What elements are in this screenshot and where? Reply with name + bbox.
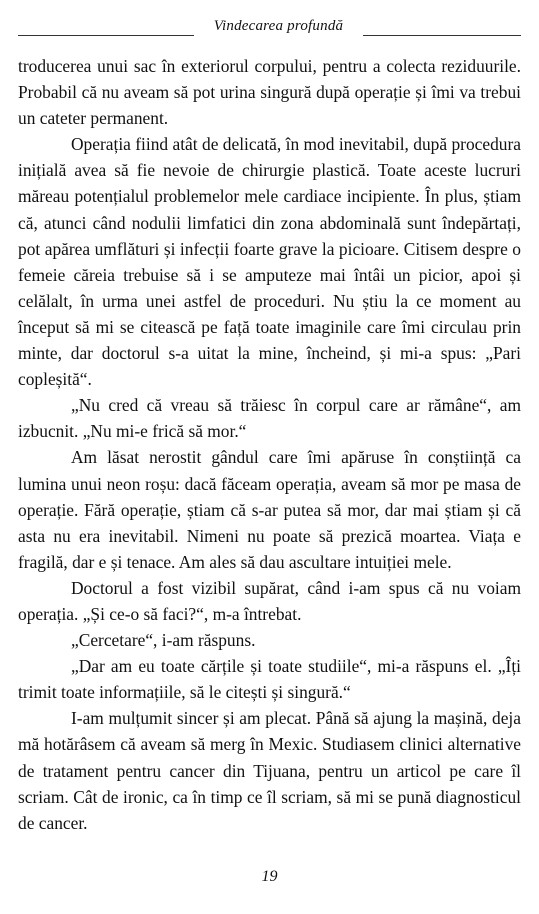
header-title: Vindecarea profundă [213, 18, 344, 34]
paragraph: troducerea unui sac în exteriorul corpului, pentru a colecta reziduurile. Probabil că nu aveam să pot urina singură după operație și îmi va trebui un cateter permanent. [18, 56, 521, 129]
paragraph: Am lăsat nerostit gândul care îmi apăruse în conștiință ca lumina unui neon roșu: dacă făceam operația, aveam să mor pe masa de operație. Fără operație, știam că s-ar putea să mor, dar mai știam și că asta nu era inevitabil. Nimeni nu poate să prezică moartea. Viața e fragilă, dar e și tenace. Am ales să dau ascultare intuiției mele. [18, 447, 521, 572]
page-number: 19 [261, 868, 278, 885]
running-header [18, 18, 521, 40]
paragraph: „Nu cred că vreau să trăiesc în corpul care ar rămâne“, am izbucnit. „Nu mi-e frică să mor.“ [18, 395, 521, 442]
paragraph: Operația fiind atât de delicată, în mod inevitabil, după procedura inițială avea să fie nevoie de chirurgie plastică. Toate aceste lucruri măreau potențialul problemelor mele cardiace incipiente. În plus, știam că, atunci când nodulii limfatici din zona abdominală sunt îndepărtați, pot apărea umflături și infecții foarte grave la picioare. Citisem despre o femeie căreia trebuise să i se amputeze mai întâi un picior, apoi și celălalt, în urma unei astfel de proceduri. Nu știu la ce moment au început să mi se citească pe față toate imaginile care îmi circulau prin minte, dar doctorul s-a uitat la mine, încheind, și mi-a spus: „Pari copleșită“. [18, 134, 521, 390]
paragraph: I-am mulțumit sincer și am plecat. Până să ajung la mașină, deja mă hotărâsem că aveam să merg în Mexic. Studiasem clinici alternative de tratament pentru cancer din Tijuana, pentru un articol pe care îl scriam. Cât de ironic, ca în timp ce îl scriam, să mi se pună diagnosticul de cancer. [18, 708, 521, 833]
header-rule-right [363, 35, 521, 36]
header-rule-left [18, 35, 194, 36]
body-text [18, 53, 521, 836]
paragraph: Doctorul a fost vizibil supărat, când i-am spus că nu voiam operația. „Și ce-o să faci?“, m-a întrebat. [18, 577, 521, 624]
paragraph: „Dar am eu toate cărțile și toate studiile“, mi-a răspuns el. „Îți trimit toate informațiile, să le citești și singură.“ [18, 656, 521, 703]
paragraph: „Cercetare“, i-am răspuns. [71, 630, 256, 651]
